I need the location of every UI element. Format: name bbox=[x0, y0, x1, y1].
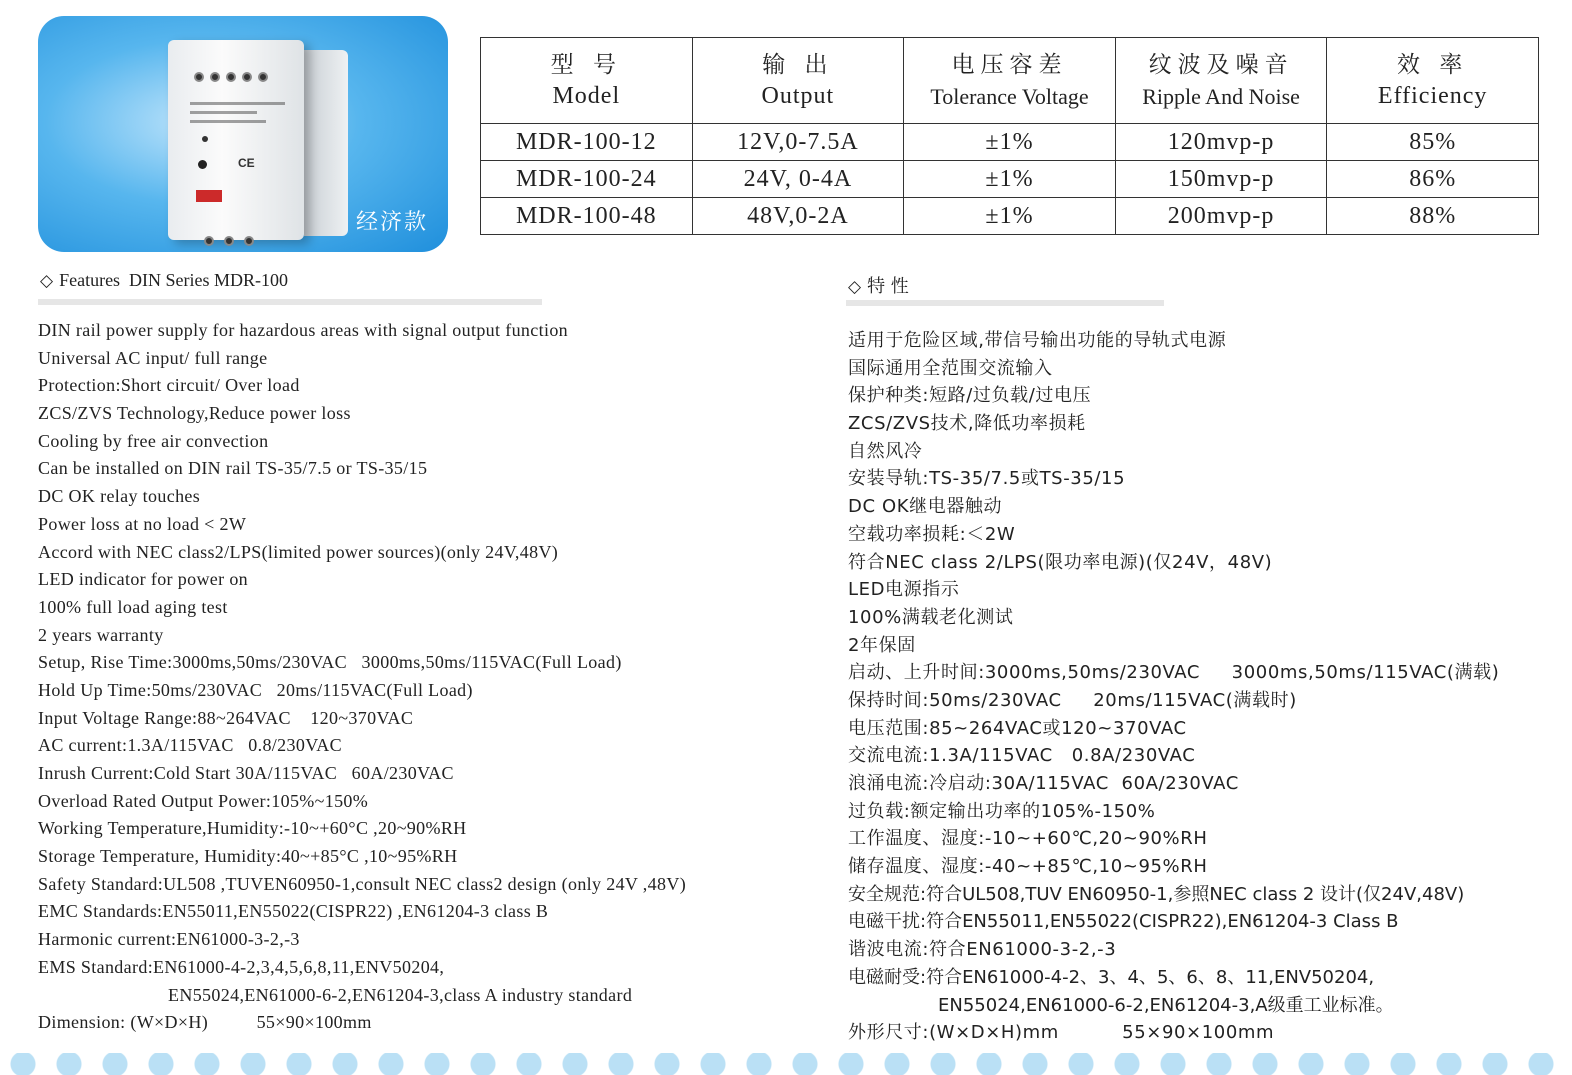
cell-efficiency: 85% bbox=[1327, 124, 1539, 161]
features-en-heading: ◇ Features DIN Series MDR-100 bbox=[40, 270, 289, 291]
list-item: EMC Standards:EN55011,EN55022(CISPR22) ,EN61204-3 class B bbox=[38, 901, 549, 922]
cell-efficiency: 88% bbox=[1327, 198, 1539, 235]
list-item: Dimension: (W×D×H) 55×90×100mm bbox=[38, 1012, 372, 1033]
table-row bbox=[481, 124, 1539, 161]
list-item: Protection:Short circuit/ Over load bbox=[38, 375, 300, 396]
list-item: DC OK继电器触动 bbox=[848, 496, 1003, 518]
list-item: 2年保固 bbox=[848, 634, 916, 656]
cell-ripple: 150mvp-p bbox=[1115, 161, 1327, 198]
list-item: LED indicator for power on bbox=[38, 569, 249, 590]
list-item: Hold Up Time:50ms/230VAC 20ms/115VAC(Full Load) bbox=[38, 679, 473, 700]
cell-model: MDR-100-24 bbox=[481, 161, 693, 198]
diamond-icon: ◇ bbox=[40, 271, 54, 291]
cell-tolerance: ±1% bbox=[904, 124, 1116, 161]
cell-efficiency: 86% bbox=[1327, 161, 1539, 198]
features-zh-divider bbox=[846, 300, 1164, 306]
features-en-list bbox=[38, 317, 686, 1037]
cell-output: 24V, 0-4A bbox=[692, 161, 904, 198]
list-item: 外形尺寸:(W×D×H)mm 55×90×100mm bbox=[848, 1022, 1275, 1044]
cell-output: 48V,0-2A bbox=[692, 198, 904, 235]
list-item: 100%满载老化测试 bbox=[848, 606, 1014, 628]
list-item: 过负载:额定输出功率的105%-150% bbox=[848, 800, 1156, 822]
psu-side-panel bbox=[304, 50, 348, 236]
product-image bbox=[38, 16, 448, 252]
list-item: 空载功率损耗:＜2W bbox=[848, 523, 1016, 545]
adjust-knob-icon bbox=[198, 160, 207, 169]
decorative-dots-band bbox=[0, 1053, 1572, 1075]
list-item: EMS Standard:EN61000-4-2,3,4,5,6,8,11,ENV50204, bbox=[38, 956, 445, 977]
header-tolerance: 电压容差 Tolerance Voltage bbox=[904, 38, 1116, 124]
list-item: 浪涌电流:冷启动:30A/115VAC 60A/230VAC bbox=[848, 773, 1239, 794]
table-row bbox=[481, 161, 1539, 198]
diamond-icon: ◇ bbox=[848, 277, 862, 297]
specs-table bbox=[480, 37, 1539, 235]
list-item: 2 years warranty bbox=[38, 624, 164, 645]
list-item: Overload Rated Output Power:105%~150% bbox=[38, 790, 369, 811]
cell-tolerance: ±1% bbox=[904, 161, 1116, 198]
list-item: Cooling by free air convection bbox=[38, 430, 269, 451]
header-efficiency: 效 率 Efficiency bbox=[1327, 38, 1539, 124]
list-item: Universal AC input/ full range bbox=[38, 347, 268, 368]
list-item: Safety Standard:UL508 ,TUVEN60950-1,consult NEC class2 design (only 24V ,48V) bbox=[38, 873, 687, 894]
list-item: 储存温度、湿度:-40~+85℃,10~95%RH bbox=[848, 856, 1208, 878]
list-item: 电磁耐受:符合EN61000-4-2、3、4、5、6、8、11,ENV50204, bbox=[848, 966, 1375, 988]
list-item: Harmonic current:EN61000-3-2,-3 bbox=[38, 929, 300, 950]
list-item: ZCS/ZVS Technology,Reduce power loss bbox=[38, 403, 351, 424]
led-indicator-icon bbox=[202, 136, 208, 142]
header-model: 型 号 Model bbox=[481, 38, 693, 124]
features-zh-heading: ◇ 特 性 bbox=[848, 276, 909, 297]
list-item: DC OK relay touches bbox=[38, 486, 201, 507]
list-item: LED电源指示 bbox=[848, 579, 960, 601]
list-item: ZCS/ZVS技术,降低功率损耗 bbox=[848, 413, 1086, 435]
table-header-row bbox=[481, 38, 1539, 124]
list-item: 100% full load aging test bbox=[38, 596, 228, 617]
header-ripple: 纹波及噪音 Ripple And Noise bbox=[1115, 38, 1327, 124]
psu-illustration bbox=[168, 40, 304, 240]
list-item: DIN rail power supply for hazardous areas with signal output function bbox=[38, 320, 569, 340]
list-item: EN55024,EN61000-6-2,EN61204-3,class A industry standard bbox=[168, 984, 633, 1005]
list-item: Accord with NEC class2/LPS(limited power sources)(only 24V,48V) bbox=[38, 541, 559, 562]
list-item: Setup, Rise Time:3000ms,50ms/230VAC 3000ms,50ms/115VAC(Full Load) bbox=[38, 652, 622, 673]
header-output: 输 出 Output bbox=[692, 38, 904, 124]
list-item: 电磁干扰:符合EN55011,EN55022(CISPR22),EN61204-3 Class B bbox=[848, 911, 1399, 933]
features-en-divider bbox=[38, 299, 542, 305]
cell-ripple: 200mvp-p bbox=[1115, 198, 1327, 235]
list-item: 谐波电流:符合EN61000-3-2,-3 bbox=[848, 939, 1117, 961]
cell-output: 12V,0-7.5A bbox=[692, 124, 904, 161]
list-item: Storage Temperature, Humidity:40~+85°C ,10~95%RH bbox=[38, 846, 458, 867]
list-item: 工作温度、湿度:-10~+60℃,20~90%RH bbox=[848, 828, 1208, 850]
list-item: AC current:1.3A/115VAC 0.8/230VAC bbox=[38, 735, 342, 756]
cell-tolerance: ±1% bbox=[904, 198, 1116, 235]
ce-mark-icon: CE bbox=[238, 156, 255, 170]
list-item: 保护种类:短路/过负载/过电压 bbox=[848, 385, 1092, 407]
output-terminals bbox=[194, 72, 268, 82]
list-item: 自然风冷 bbox=[848, 440, 923, 462]
list-item: 安全规范:符合UL508,TUV EN60950-1,参照NEC class 2 设计(仅24V,48V) bbox=[848, 883, 1465, 905]
cell-ripple: 120mvp-p bbox=[1115, 124, 1327, 161]
list-item: Power loss at no load < 2W bbox=[38, 513, 247, 534]
list-item: 启动、上升时间:3000ms,50ms/230VAC 3000ms,50ms/115VAC(满载) bbox=[848, 662, 1500, 684]
list-item: 保持时间:50ms/230VAC 20ms/115VAC(满载时) bbox=[848, 689, 1297, 711]
list-item: Inrush Current:Cold Start 30A/115VAC 60A/230VAC bbox=[38, 763, 454, 783]
list-item: EN55024,EN61000-6-2,EN61204-3,A级重工业标准。 bbox=[938, 994, 1394, 1016]
brand-logo-icon bbox=[196, 190, 222, 202]
list-item: 适用于危险区域,带信号输出功能的导轨式电源 bbox=[848, 330, 1227, 351]
table-row bbox=[481, 198, 1539, 235]
features-zh-list bbox=[848, 327, 1499, 1047]
list-item: 国际通用全范围交流输入 bbox=[848, 357, 1053, 379]
list-item: 符合NEC class 2/LPS(限功率电源)(仅24V，48V) bbox=[848, 551, 1273, 573]
product-caption: 经济款 bbox=[355, 210, 428, 235]
list-item: 交流电流:1.3A/115VAC 0.8A/230VAC bbox=[848, 745, 1196, 767]
cell-model: MDR-100-48 bbox=[481, 198, 693, 235]
list-item: 安装导轨:TS-35/7.5或TS-35/15 bbox=[848, 468, 1126, 490]
list-item: Input Voltage Range:88~264VAC 120~370VAC bbox=[38, 707, 414, 728]
list-item: Can be installed on DIN rail TS-35/7.5 or TS-35/15 bbox=[38, 458, 428, 479]
list-item: 电压范围:85~264VAC或120~370VAC bbox=[848, 717, 1187, 739]
cell-model: MDR-100-12 bbox=[481, 124, 693, 161]
list-item: Working Temperature,Humidity:-10~+60°C ,20~90%RH bbox=[38, 818, 467, 839]
input-terminals bbox=[204, 236, 254, 246]
